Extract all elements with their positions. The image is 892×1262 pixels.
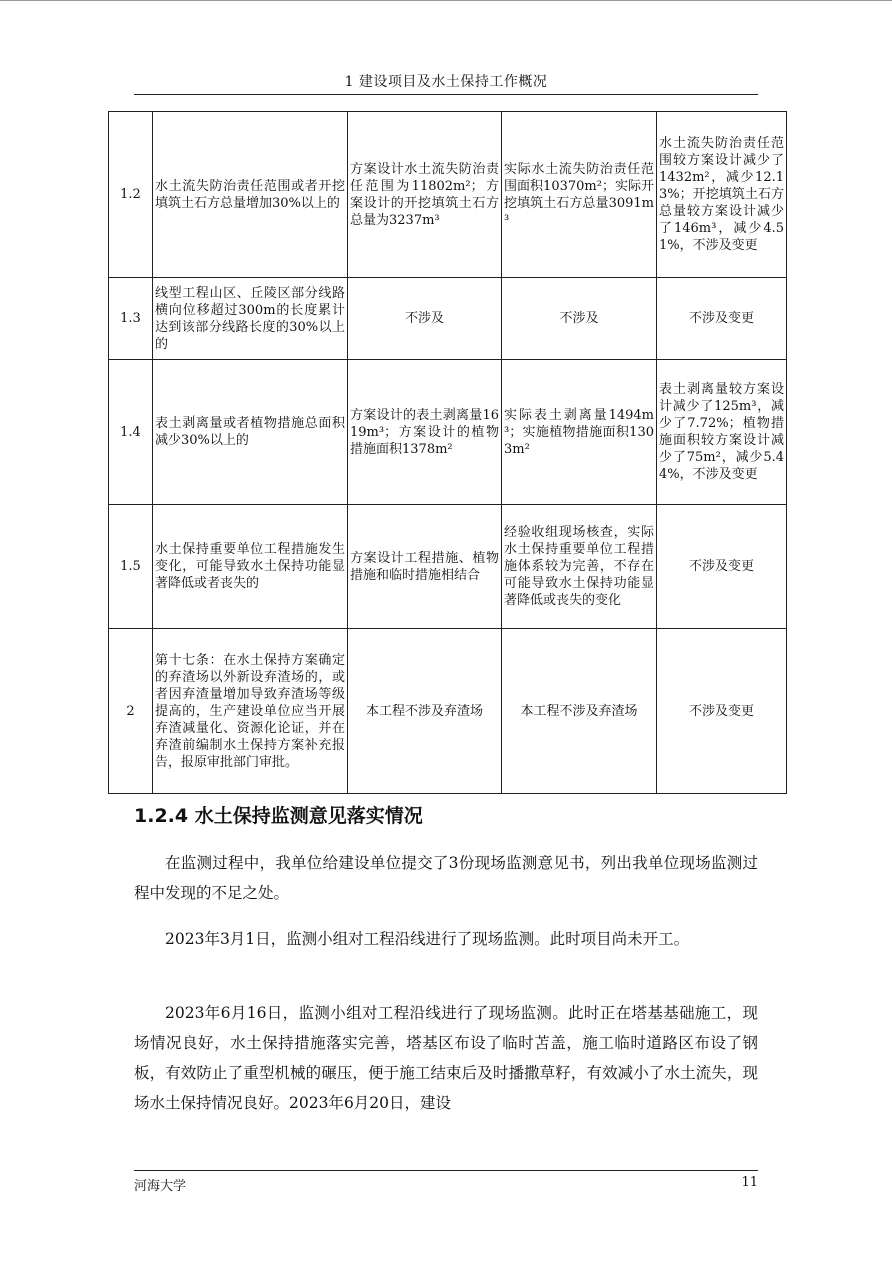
page-number: 11 [741,1175,758,1190]
row-plan: 不涉及 [348,278,502,360]
row-plan: 方案设计工程措施、植物措施和临时措施相结合 [348,505,502,629]
table-row [109,112,787,278]
table-row [109,505,787,629]
row-actual: 经验收组现场核查，实际水土保持重要单位工程措施体系较为完善，不存在可能导致水土保持功能显著降低或丧失的变化 [502,505,657,629]
row-actual: 不涉及 [502,278,657,360]
footer-rule [134,1170,758,1171]
running-header: 1 建设项目及水土保持工作概况 [344,74,548,90]
row-number: 1.2 [109,112,153,278]
table-row [109,278,787,360]
footer-institution: 河海大学 [134,1179,187,1194]
row-number: 1.3 [109,278,153,360]
top-border [0,0,892,1]
table-row [109,360,787,505]
body-paragraph: 在监测过程中，我单位给建设单位提交了3份现场监测意见书，列出我单位现场监测过程中发现的不足之处。 [134,854,758,902]
row-result: 不涉及变更 [657,278,787,360]
table-row [109,629,787,794]
row-number: 1.5 [109,505,153,629]
row-item: 水土保持重要单位工程措施发生变化，可能导致水土保持功能显著降低或者丧失的 [153,505,348,629]
row-number: 1.4 [109,360,153,505]
row-actual: 实际水土流失防治责任范围面积10370m²；实际开挖填筑土石方总量3091m³ [502,112,657,278]
row-plan: 方案设计水土流失防治责任范围为11802m²；方案设计的开挖填筑土石方总量为3237m³ [348,112,502,278]
row-item: 水土流失防治责任范围或者开挖填筑土石方总量增加30%以上的 [153,112,348,278]
row-actual: 本工程不涉及弃渣场 [502,629,657,794]
row-result: 不涉及变更 [657,505,787,629]
row-item: 表土剥离量或者植物措施总面积减少30%以上的 [153,360,348,505]
row-result: 水土流失防治责任范围较方案设计减少了1432m²，减少12.13%；开挖填筑土石方总量较方案设计减少了146m³，减少4.51%，不涉及变更 [657,112,787,278]
body-paragraph: 2023年6月16日，监测小组对工程沿线进行了现场监测。此时正在塔基基础施工，现场情况良好，水土保持措施落实完善，塔基区布设了临时苫盖，施工临时道路区布设了钢板，有效防止了重型机械的碾压，便于施工结束后及时播撒草籽，有效减小了水土流失，现场水土保持情况良好。2023年6月20日，建设 [134,1004,758,1112]
row-result: 不涉及变更 [657,629,787,794]
row-actual: 实际表土剥离量1494m³；实施植物措施面积1303m² [502,360,657,505]
row-result: 表土剥离量较方案设计减少了125m³，减少了7.72%；植物措施面积较方案设计减少了75m²，减少5.44%，不涉及变更 [657,360,787,505]
row-item: 线型工程山区、丘陵区部分线路横向位移超过300m的长度累计达到该部分线路长度的30%以上的 [153,278,348,360]
change-comparison-table [108,111,787,794]
section-heading: 1.2.4 水土保持监测意见落实情况 [134,805,423,827]
row-number: 2 [109,629,153,794]
row-plan: 方案设计的表土剥离量1619m³；方案设计的植物措施面积1378m² [348,360,502,505]
header-rule [134,94,758,95]
body-paragraph: 2023年3月1日，监测小组对工程沿线进行了现场监测。此时项目尚未开工。 [165,930,690,948]
row-plan: 本工程不涉及弃渣场 [348,629,502,794]
row-item: 第十七条：在水土保持方案确定的弃渣场以外新设弃渣场的，或者因弃渣量增加导致弃渣场等级提高的，生产建设单位应当开展弃渣减量化、资源化论证，并在弃渣前编制水土保持方案补充报告，报原审批部门审批。 [153,629,348,794]
